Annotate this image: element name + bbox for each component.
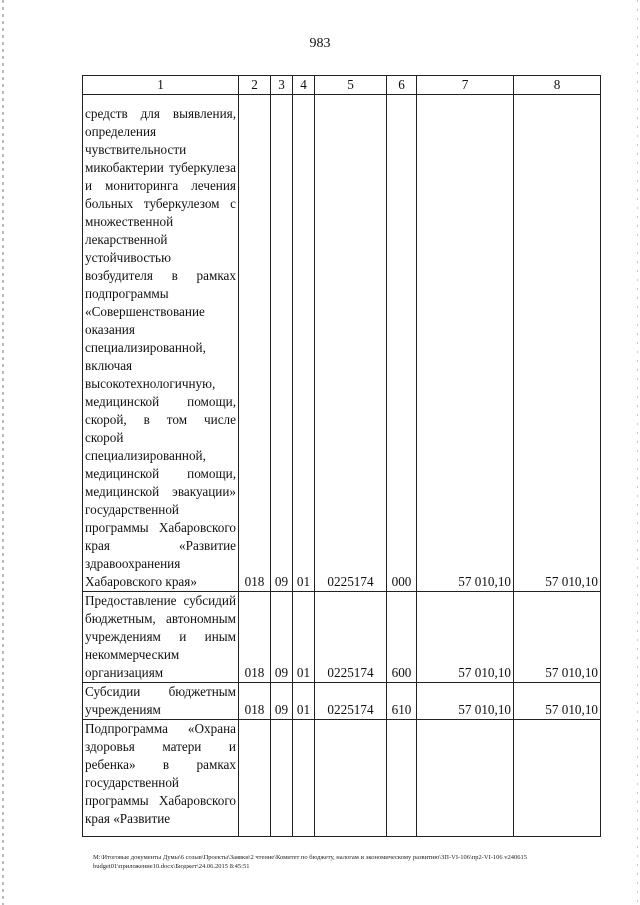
header-col-6: 6 xyxy=(387,76,417,95)
section-code-cell xyxy=(271,720,293,837)
subsection-code-cell: 01 xyxy=(293,683,315,720)
amount-cell-col7: 57 010,10 xyxy=(417,683,514,720)
ministry-code-cell: 018 xyxy=(239,95,271,592)
document-footer-path: M:\Итоговые документы Думы\6 созыв\Проекты\Заявки\2 чтение\Комитет по бюджету, налогам и экономическому развитию\ЗП-VI-106\пр2-VI-106 v240615 budget01\приложение10.docx\Бюджет\24.06.2015 8:45:51 xyxy=(93,854,528,870)
target-article-cell: 0225174 xyxy=(315,683,387,720)
header-col-5: 5 xyxy=(315,76,387,95)
amount-cell-col8 xyxy=(514,720,601,837)
table-row xyxy=(83,95,601,592)
expense-type-cell: 600 xyxy=(387,592,417,683)
header-row xyxy=(83,76,601,95)
budget-table xyxy=(82,75,601,837)
header-col-7: 7 xyxy=(417,76,514,95)
subsection-code-cell: 01 xyxy=(293,592,315,683)
ministry-code-cell: 018 xyxy=(239,592,271,683)
row-name-cell: Предоставление субсидий бюджетным, автономным учреждениям и иным некоммерческим организациям xyxy=(83,592,239,683)
ministry-code-cell: 018 xyxy=(239,683,271,720)
header-col-3: 3 xyxy=(271,76,293,95)
subsection-code-cell: 01 xyxy=(293,95,315,592)
table-row xyxy=(83,683,601,720)
ministry-code-cell xyxy=(239,720,271,837)
page-number: 983 xyxy=(309,36,331,51)
row-name-cell: Подпрограмма «Охрана здоровья матери и ребенка» в рамках государственной программы Хабаровского края «Развитие xyxy=(83,720,239,837)
amount-cell-col8: 57 010,10 xyxy=(514,592,601,683)
amount-cell-col8: 57 010,10 xyxy=(514,95,601,592)
row-name-cell: Субсидии бюджетным учреждениям xyxy=(83,683,239,720)
amount-cell-col7 xyxy=(417,720,514,837)
header-col-8: 8 xyxy=(514,76,601,95)
section-code-cell: 09 xyxy=(271,592,293,683)
target-article-cell: 0225174 xyxy=(315,592,387,683)
section-code-cell: 09 xyxy=(271,95,293,592)
table-row xyxy=(83,592,601,683)
scan-edge-right xyxy=(637,0,638,905)
expense-type-cell xyxy=(387,720,417,837)
subsection-code-cell xyxy=(293,720,315,837)
header-col-1: 1 xyxy=(83,76,239,95)
table-row xyxy=(83,720,601,837)
expense-type-cell: 610 xyxy=(387,683,417,720)
amount-cell-col7: 57 010,10 xyxy=(417,95,514,592)
header-col-2: 2 xyxy=(239,76,271,95)
header-col-4: 4 xyxy=(293,76,315,95)
section-code-cell: 09 xyxy=(271,683,293,720)
target-article-cell: 0225174 xyxy=(315,95,387,592)
row-name-cell: средств для выявления, определения чувствительности микобактерии туберкулеза и мониторинга лечения больных туберкулезом с множественной лекарственной устойчивостью возбудителя в рамках подпрограммы «Совершенствование оказания специализированной, включая высокотехнологичную, медицинской помощи, скорой, в том числе скорой специализированной, медицинской помощи, медицинской эвакуации» государственной программы Хабаровского края «Развитие здравоохранения Хабаровского края» xyxy=(83,95,239,592)
expense-type-cell: 000 xyxy=(387,95,417,592)
amount-cell-col8: 57 010,10 xyxy=(514,683,601,720)
target-article-cell xyxy=(315,720,387,837)
scan-edge-left xyxy=(2,0,4,905)
amount-cell-col7: 57 010,10 xyxy=(417,592,514,683)
